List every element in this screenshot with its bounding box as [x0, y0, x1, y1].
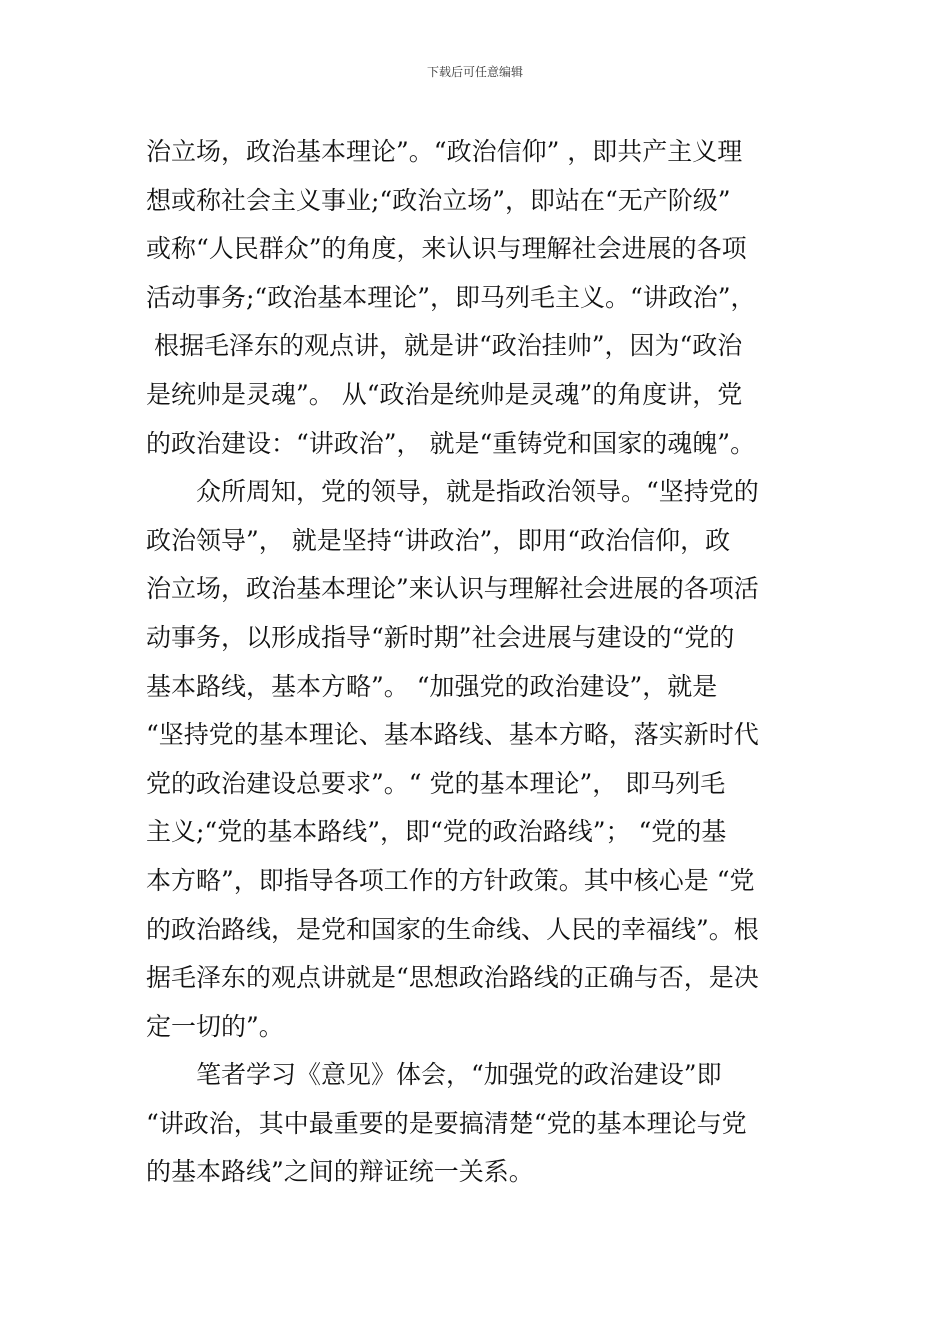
text-line: “坚持党的基本理论、基本路线、基本方略，落实新时代 — [146, 720, 759, 750]
text-line: “讲政治，其中最重要的是要搞清楚“党的基本理论与党 — [146, 1108, 747, 1138]
text-line: 动事务，以形成指导“新时期”社会进展与建设的“党的 — [146, 622, 735, 652]
text-line: 基本路线，基本方略”。 “加强党的政治建设”，就是 — [146, 671, 718, 701]
text-line: 根据毛泽东的观点讲，就是讲“政治挂帅”，因为“政治 — [146, 331, 743, 361]
page-header: 下载后可任意编辑 — [426, 65, 523, 79]
text-line: 治立场，政治基本理论”来认识与理解社会进展的各项活 — [146, 574, 759, 604]
text-line: 是统帅是灵魂”。 从“政治是统帅是灵魂”的角度讲，党 — [146, 379, 743, 409]
paragraph-1 — [146, 128, 816, 468]
text-line: 的政治建设：“讲政治”， 就是“重铸党和国家的魂魄”。 — [146, 428, 756, 458]
text-line: 或称“人民群众”的角度，来认识与理解社会进展的各项 — [146, 234, 747, 264]
text-line: 据毛泽东的观点讲就是“思想政治路线的正确与否，是决 — [146, 963, 759, 993]
text-line: 想或称社会主义事业;“政治立场”，即站在“无产阶级” — [146, 185, 731, 215]
text-line: 政治领导”， 就是坚持“讲政治”，即用“政治信仰，政 — [146, 525, 731, 555]
text-line: 的基本路线”之间的辩证统一关系。 — [146, 1157, 534, 1187]
paragraph-3 — [146, 1051, 816, 1197]
document-body — [146, 128, 816, 1197]
text-line: 活动事务;“政治基本理论”，即马列毛主义。“讲政治”， — [146, 282, 756, 312]
text-line: 本方略”，即指导各项工作的方针政策。其中核心是 “党 — [146, 865, 755, 895]
text-line: 的政治路线，是党和国家的生命线、人民的幸福线”。根 — [146, 914, 759, 944]
text-line: 主义;“党的基本路线”，即“党的政治路线”； “党的基 — [146, 817, 727, 847]
text-line: 笔者学习《意见》体会，“加强党的政治建设”即 — [196, 1060, 722, 1090]
text-line: 党的政治建设总要求”。“ 党的基本理论”， 即马列毛 — [146, 768, 726, 798]
text-line: 众所周知，党的领导，就是指政治领导。“坚持党的 — [196, 477, 759, 507]
text-line: 治立场，政治基本理论”。“政治信仰” ，即共产主义理 — [146, 137, 743, 166]
text-line: 定一切的”。 — [146, 1011, 284, 1041]
paragraph-2 — [146, 468, 816, 1051]
